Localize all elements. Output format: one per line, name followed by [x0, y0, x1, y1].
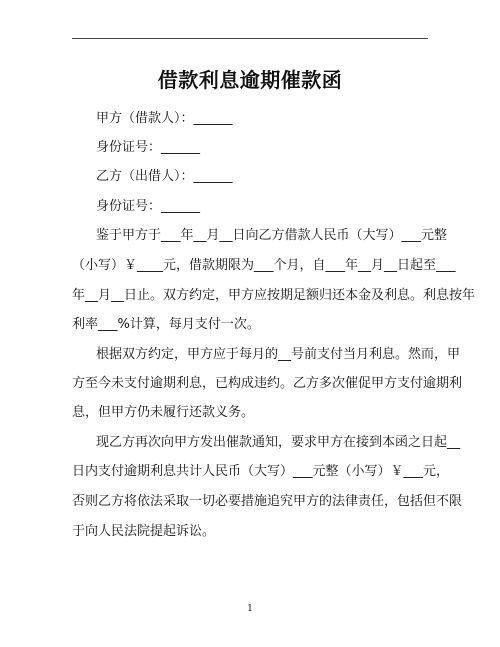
- paragraph-3-line-1: 现乙方再次向甲方发出催款通知，要求甲方在接到本函之日起__: [96, 435, 461, 450]
- paragraph-3-line-4: 于向人民法院提起诉讼。: [72, 524, 216, 539]
- paragraph-3-line-2: 日内支付逾期利息共计人民币（大写）___元整（小写）￥___元，: [72, 464, 450, 479]
- paragraph-2-line-3: 息，但甲方仍未履行还款义务。: [72, 405, 255, 420]
- paragraph-1-line-4: 利率___%计算，每月支付一次。: [72, 317, 260, 332]
- paragraph-2-line-2: 方至今未支付逾期利息，已构成违约。乙方多次催促甲方支付逾期利: [72, 376, 463, 391]
- lender-field: 乙方（出借人）：______: [96, 169, 233, 184]
- paragraph-1-line-3: 年__月__日止。双方约定，甲方应按期足额归还本金及利息。利息按年: [72, 288, 476, 303]
- page-title: 借款利息逾期催款函: [157, 68, 343, 92]
- lender-id-field: 身份证号：______: [96, 199, 201, 214]
- borrower-id-field: 身份证号：______: [96, 140, 201, 155]
- paragraph-1-line-1: 鉴于甲方于___年__月__日向乙方借款人民币（大写）___元整: [96, 228, 448, 243]
- page-number: 1: [247, 604, 253, 614]
- header-rule: [72, 38, 428, 39]
- paragraph-2-line-1: 根据双方约定，甲方应于每月的__号前支付当月利息。然而，甲: [96, 347, 461, 362]
- paragraph-3-line-3: 否则乙方将依法采取一切必要措施追究甲方的法律责任，包括但不限: [72, 494, 463, 509]
- borrower-field: 甲方（借款人）：______: [96, 111, 233, 126]
- paragraph-1-line-2: （小写）￥____元，借款期限为___个月，自___年__月__日起至___: [72, 258, 456, 273]
